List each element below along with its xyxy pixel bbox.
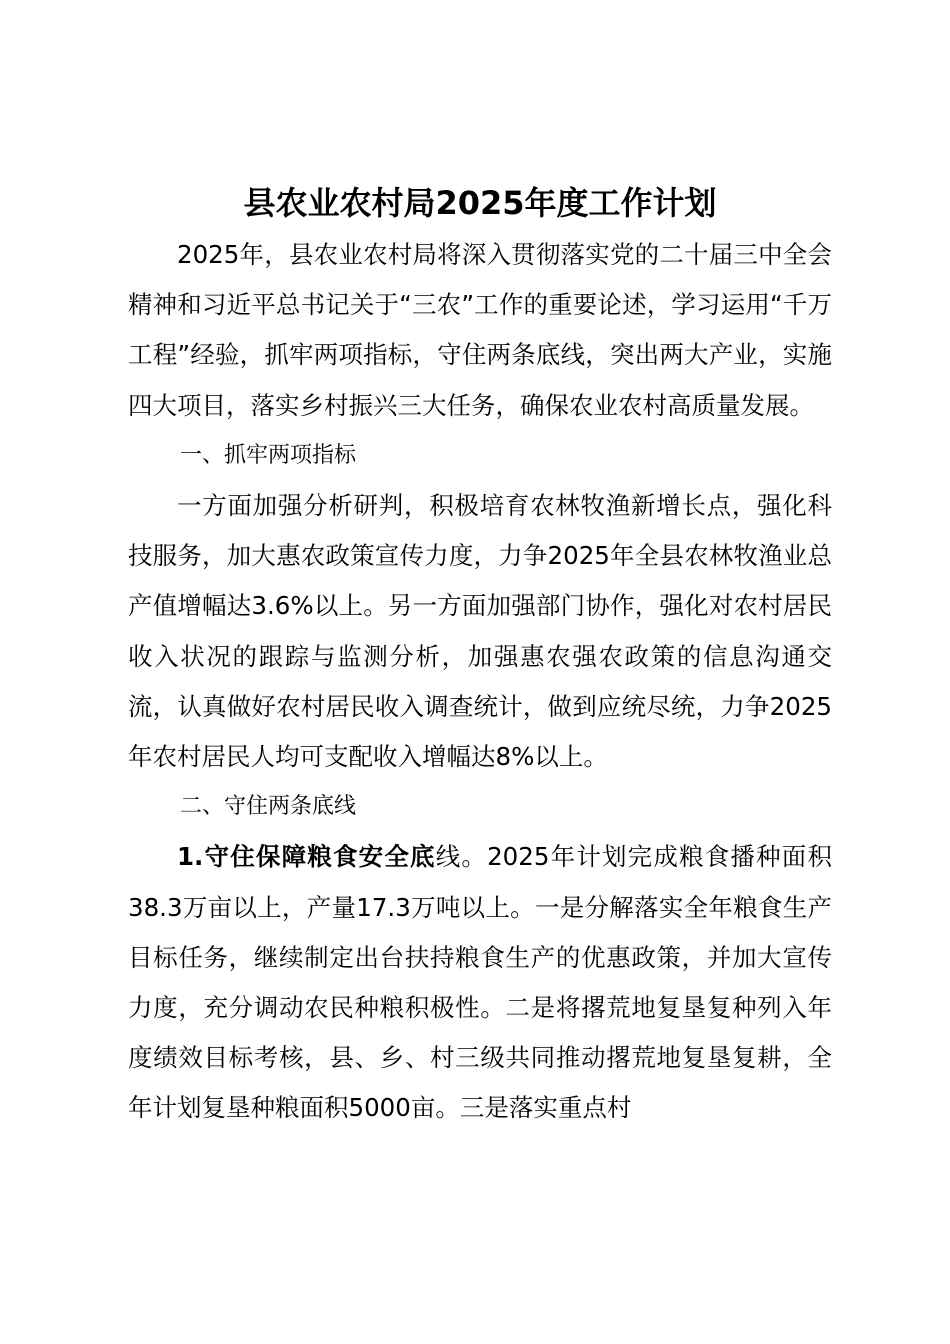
section-2-item-1-body: 线。2025年计划完成粮食播种面积38.3万亩以上，产量17.3万吨以上。一是分解落实全年粮食生产目标任务，继续制定出台扶持粮食生产的优惠政策，并加大宣传力度，充分调动农民种粮积极性。二是将撂荒地复垦复种列入年度绩效目标考核，县、乡、村三级共同推动撂荒地复垦复耕，全年计划复垦种粮面积5000亩。三是落实重点村	[128, 842, 832, 1123]
intro-paragraph: 2025年，县农业农村局将深入贯彻落实党的二十届三中全会精神和习近平总书记关于“三农”工作的重要论述，学习运用“千万工程”经验，抓牢两项指标，守住两条底线，突出两大产业，实施四大项目，落实乡村振兴三大任务，确保农业农村高质量发展。	[128, 240, 832, 420]
section-2-heading: 二、守住两条底线	[180, 794, 357, 820]
document-page	[128, 178, 832, 1134]
section-2-item-1-paragraph	[128, 832, 832, 1133]
section-1-heading: 一、抓牢两项指标	[180, 442, 357, 468]
section-1-paragraph: 一方面加强分析研判，积极培育农林牧渔新增长点，强化科技服务，加大惠农政策宣传力度，力争2025年全县农林牧渔业总产值增幅达3.6%以上。另一方面加强部门协作，强化对农村居民收入状况的跟踪与监测分析，加强惠农强农政策的信息沟通交流，认真做好农村居民收入调查统计，做到应统尽统，力争2025年农村居民人均可支配收入增幅达8%以上。	[128, 491, 832, 772]
document-title: 县农业农村局2025年度工作计划	[243, 184, 717, 222]
section-2-item-1-lead: 1.守住保障粮食安全底	[177, 842, 436, 872]
